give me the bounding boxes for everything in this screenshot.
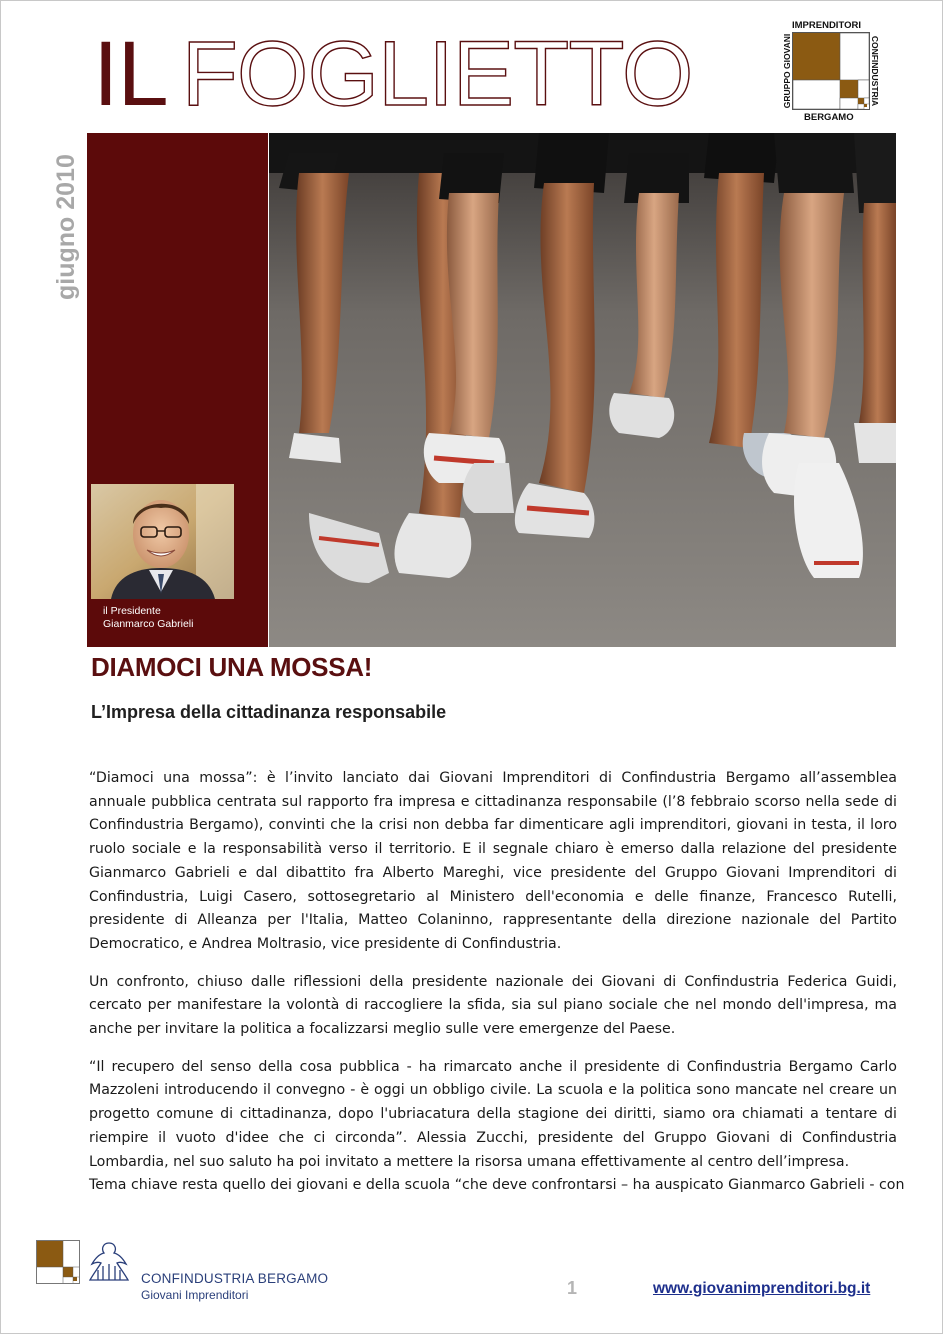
confindustria-eagle-logo-icon (90, 1243, 128, 1280)
gruppo-giovani-logo (778, 20, 884, 126)
article-paragraph: Un confronto, chiuso dalle riflessioni della presidente nazionale dei Giovani di Confindustria Federica Guidi, cercato per manifestare la volontà di raccogliere la sfida, sia sul piano sociale che nel mondo dell'impresa, ma anche per invitare la politica a focalizzarsi meglio sulle vere emergenze del Paese. (89, 973, 897, 1038)
article-body (89, 767, 905, 1198)
logo-top-text: IMPRENDITORI (792, 20, 861, 31)
footer-org-sub: Giovani Imprenditori (141, 1288, 249, 1302)
article-subhead: L’Impresa della cittadinanza responsabile (91, 702, 447, 722)
logo-right-text: CONFINDUSTRIA (870, 35, 880, 107)
article-paragraph: Tema chiave resta quello dei giovani e della scuola “che deve confrontarsi – ha auspicato Gianmarco Gabrieli - con (89, 1177, 905, 1194)
article-paragraph: “Diamoci una mossa”: è l’invito lanciato dai Giovani Imprenditori di Confindustria Bergamo all’assemblea annuale pubblica centrata sul rapporto fra impresa e cittadinanza responsabile (l’8 febbraio scorso nella sede di Confindustria Bergamo), convinti che la crisi non debba far dimenticare agli imprenditori, giovani in testa, il loro ruolo sociale e la responsabilità verso il territorio. E il segnale chiaro è emerso dalla relazione del presidente Gianmarco Gabrieli e dal dibattito fra Alberto Mareghi, vice presidente del Gruppo Giovani Imprenditori di Confindustria, Luigi Casero, sottosegretario al Ministero dell'economia e delle finanze, Francesco Rutelli, presidente di Alleanza per l'Italia, Matteo Colaninno, rappresentante della direzione nazionale del Partito Democratico, e Andrea Moltrasio, vice presidente di Confindustria. (89, 770, 897, 952)
website-link[interactable]: www.giovanimprenditori.bg.it (653, 1280, 871, 1297)
portrait-caption (103, 605, 193, 631)
article-headline: DIAMOCI UNA MOSSA! (91, 652, 373, 682)
logo-left-text: GRUPPO GIOVANI (782, 33, 792, 109)
article-paragraph: “Il recupero del senso della cosa pubblica - ha rimarcato anche il presidente di Confindustria Bergamo Carlo Mazzoleni introducendo il convegno - è oggi un obbligo civile. La scuola e la politica sono mancate nel creare un progetto comune di cittadinanza, dopo l'ubriacatura della stagione dei diritti, siamo ora chiamati a tentare di riempire il vuoto d'idee che ci circonda”. Alessia Zucchi, presidente del Gruppo Giovani di Confindustria Lombardia, nel suo saluto ha poi invitato a mettere la risorsa umana effettivamente al centro dell’impresa. (89, 1058, 897, 1170)
masthead-title (93, 23, 693, 125)
masthead-word: FOGLIETTO (181, 23, 693, 125)
nested-squares-logo-icon (792, 32, 870, 110)
footer-logos (36, 1240, 136, 1290)
caption-role: il Presidente (103, 605, 161, 617)
caption-name: Gianmarco Gabrieli (103, 618, 194, 630)
page-number: 1 (567, 1278, 578, 1298)
nested-squares-logo-icon (37, 1241, 80, 1284)
president-portrait-icon (91, 484, 234, 599)
runners-photo-icon (269, 133, 896, 647)
footer-org-name: CONFINDUSTRIA BERGAMO (141, 1271, 329, 1286)
masthead-prefix: IL (93, 23, 168, 125)
issue-date: giugno 2010 (52, 154, 80, 300)
logo-bottom-text: BERGAMO (804, 112, 854, 123)
